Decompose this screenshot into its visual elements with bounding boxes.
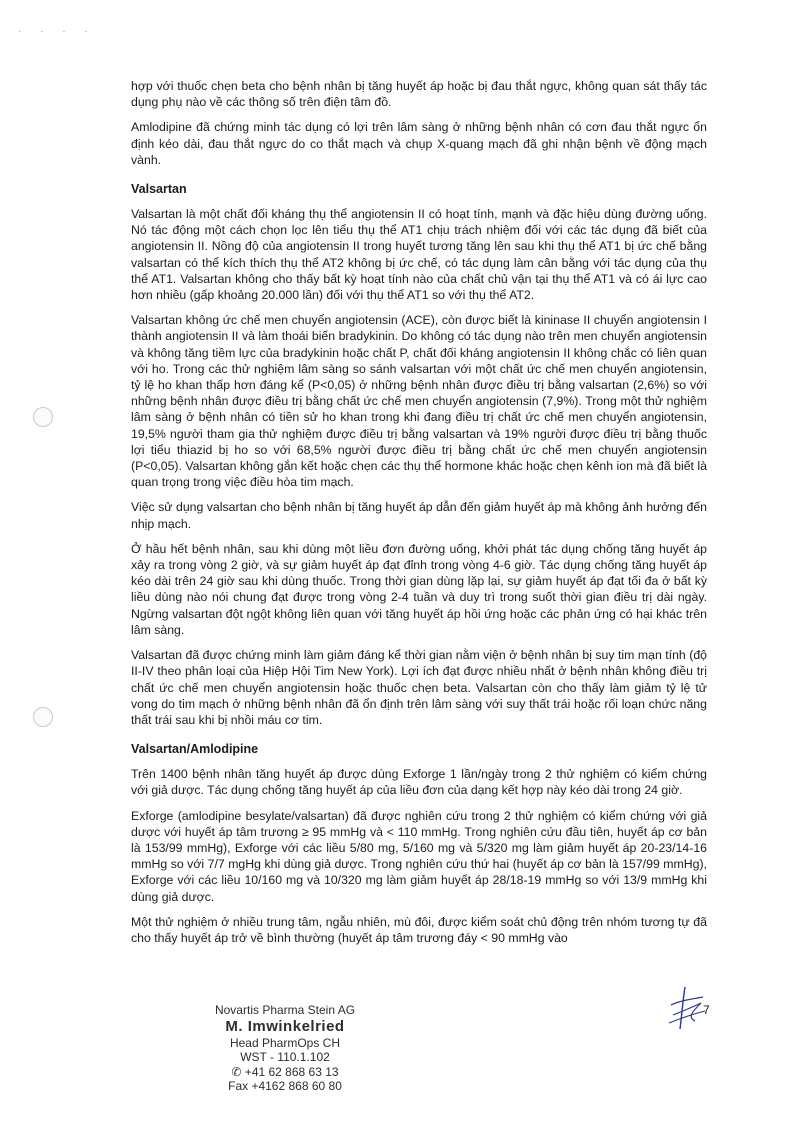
paragraph: Amlodipine đã chứng minh tác dụng có lợi trên lâm sàng ở những bệnh nhân có cơn đau thắt ngực ổn định kéo dài, đau thắt ngực do co thắt mạch và chụp X-quang mạch đã ghi nhận bệnh về động mạch vành. (131, 120, 707, 167)
paragraph: hợp với thuốc chẹn beta cho bệnh nhân bị tăng huyết áp hoặc bị đau thắt ngực, không quan sát thấy tác dụng phụ nào về các thông số trên điện tâm đồ. (131, 79, 707, 110)
paragraph: Valsartan không ức chế men chuyển angiotensin (ACE), còn được biết là kininase II chuyển angiotensin I thành angiotensin II và làm thoái biến bradykinin. Do không có tác dụng nào trên men chuyển angiotensin và không tăng tiềm lực của bradykinin hoặc chất P, chất đối kháng angiotensin II không chắc có liên quan với ho. Trong các thử nghiệm lâm sàng so sánh valsartan với một chất ức chế men chuyển angiotensin, tỷ lệ ho khan thấp hơn đáng kể (P<0,05) ở những bệnh nhân được điều trị bằng valsartan (2,6%) so với những bệnh nhân được điều trị bằng chất ức chế men chuyển angiotensin (7,9%). Trong một thử nghiệm lâm sàng ở bệnh nhân có tiền sử ho khan trong khi đang điều trị chất ức chế men chuyển angiotensin, 19,5% người tham gia thử nghiệm được điều trị bằng valsartan và 19% người được điều trị bằng thuốc lợi tiểu thiazid bị ho so với 68,5% người được điều trị bằng chất ức chế men chuyển angiotensin (P<0,05). Valsartan không gắn kết hoặc chẹn các thụ thể hormone khác hoặc chẹn kênh ion mà đã biết là quan trọng trong việc điều hòa tim mạch. (131, 313, 707, 490)
punch-hole-icon (33, 707, 53, 727)
paragraph: Valsartan đã được chứng minh làm giảm đáng kể thời gian nằm viện ở bệnh nhân bị suy tim mạn tính (độ II-IV theo phân loại của Hiệp Hội Tim New York). Lợi ích đạt được nhiều nhất ở bệnh nhân không điều trị chất ức chế men chuyển angiotensin hoặc thuốc chẹn beta. Valsartan còn cho thấy làm giảm tỷ lệ tử vong do tim mạch ở những bệnh nhân đã ổn định trên lâm sàng với suy thất trái hoặc rối loạn chức năng thất trái sau khi bị nhồi máu cơ tim. (131, 648, 707, 727)
stamp-phone: ✆ +41 62 868 63 13 (231, 1064, 339, 1079)
paragraph: Một thử nghiệm ở nhiều trung tâm, ngẫu nhiên, mù đôi, được kiểm soát chủ động trên nhóm tương tự đã cho thấy huyết áp trở về bình thường (huyết áp tâm trương đáy < 90 mmHg vào (131, 914, 707, 945)
punch-hole-icon (33, 407, 53, 427)
stamp-company: Novartis Pharma Stein AG (214, 1003, 356, 1017)
paragraph: Exforge (amlodipine besylate/valsartan) đã được nghiên cứu trong 2 thử nghiệm có kiểm chứng với giả dược với huyết áp tâm trương ≥ 95 mmHg và < 110 mmHg. Trong nghiên cứu đầu tiên, huyết áp cơ bản là 153/99 mmHg), Exforge với các liều 5/80 mg, 5/160 mg và 5/320 mg làm giảm huyết áp 20-23/14-16 mmHg so với 7/7 mgHg khi dùng giả dược. Trong nghiên cứu thứ hai (huyết áp cơ bản là 157/99 mmHg), Exforge với các liều 10/160 mg và 10/320 mg làm giảm huyết áp 28/18-19 mmHg so với 13/9 mmHg khi dùng giả dược. (131, 808, 707, 904)
scan-specks: · · · · (18, 26, 96, 37)
company-stamp (180, 1003, 390, 1094)
paragraph: Valsartan là một chất đối kháng thụ thể angiotensin II có hoạt tính, mạnh và đặc hiệu dùng đường uống. Nó tác động một cách chọn lọc lên tiểu thụ thể AT1 chịu trách nhiệm đối với các tác dụng đã biết của angiotensin II. Nồng độ của angiotensin II trong huyết tương tăng lên sau khi thụ thể AT1 bị ức chế bằng valsartan có thể kích thích thụ thể AT2 không bị ức chế, có tác dụng làm cân bằng với tác dụng của thụ thể AT1. Valsartan không cho thấy bất kỳ hoạt tính nào của chất chủ vận tại thụ thể AT1 và có ái lực cao hơn nhiều (gấp khoảng 20.000 lần) đối với thụ thể AT1 so với thụ thể AT2. (131, 207, 707, 303)
page-number: 7 (703, 1003, 710, 1017)
paragraph: Ở hầu hết bệnh nhân, sau khi dùng một liều đơn đường uống, khởi phát tác dụng chống tăng huyết áp xảy ra trong vòng 2 giờ, và sự giảm huyết áp đạt đỉnh trong vòng 4-6 giờ. Tác dụng chống tăng huyết áp kéo dài trên 24 giờ sau khi dùng thuốc. Trong thời gian dùng lặp lại, sự giảm huyết áp đạt tối đa ở bất kỳ liều dùng nào nói chung đạt được trong vòng 2-4 tuần và duy trì trong suốt thời gian điều trị dài ngày. Ngừng valsartan đột ngột không liên quan với tăng huyết áp hồi ứng hoặc các phản ứng có hại khác trên lâm sàng. (131, 541, 707, 637)
document-body (131, 78, 707, 955)
section-heading-valsartan: Valsartan (131, 182, 187, 197)
stamp-title: Head PharmOps CH (229, 1035, 341, 1050)
stamp-code: WST - 110.1.102 (240, 1050, 330, 1065)
paragraph: Trên 1400 bệnh nhân tăng huyết áp được dùng Exforge 1 lần/ngày trong 2 thử nghiệm có kiểm chứng với giả dược. Tác dụng chống tăng huyết áp của liều đơn của dạng kết hợp này kéo dài trong 24 giờ. (131, 767, 707, 798)
stamp-fax: Fax +4162 868 60 80 (228, 1079, 342, 1094)
paragraph: Việc sử dụng valsartan cho bệnh nhân bị tăng huyết áp dẫn đến giảm huyết áp mà không ảnh hưởng đến nhịp mạch. (131, 500, 707, 531)
stamp-name: M. Imwinkelried (225, 1017, 345, 1035)
section-heading-valsartan-amlodipine: Valsartan/Amlodipine (131, 742, 259, 757)
